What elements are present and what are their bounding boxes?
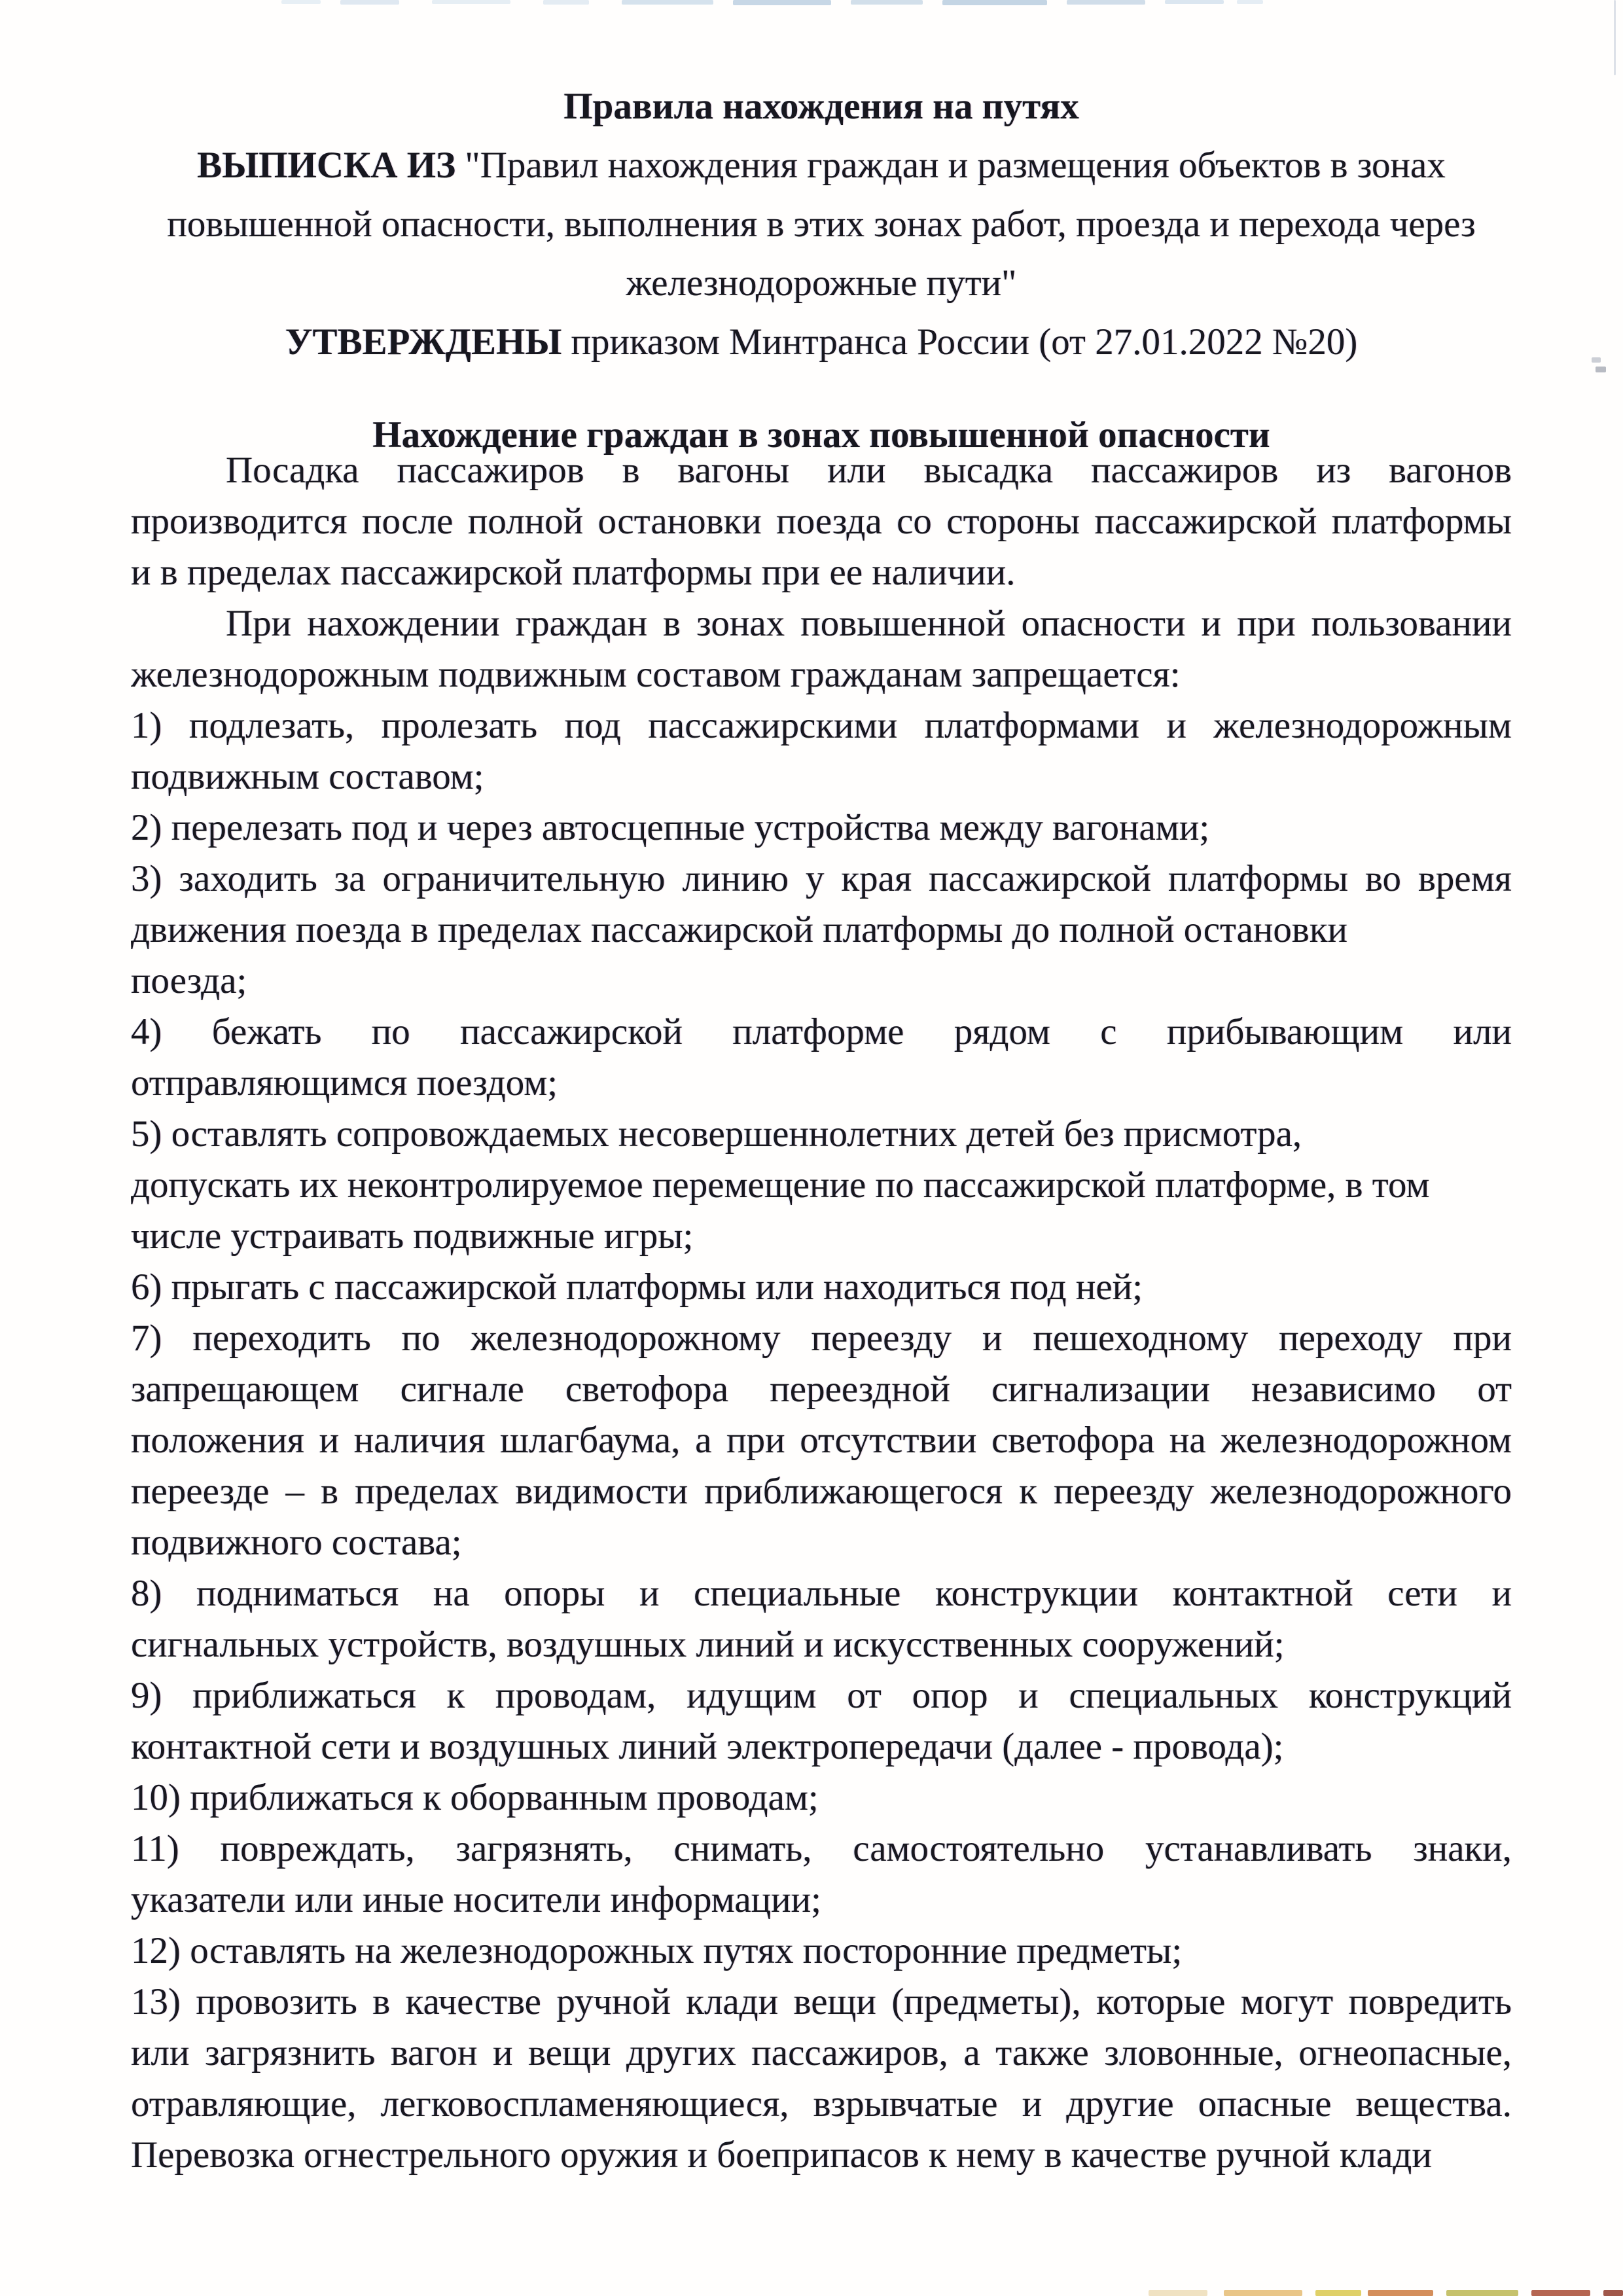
- body-line: переезде – в пределах видимости приближающегося к переезду железнодорожного: [131, 1471, 1512, 1512]
- body-line: 8) подниматься на опоры и специальные конструкции контактной сети и: [131, 1573, 1512, 1614]
- body-line: производится после полной остановки поезда со стороны пассажирской платформы: [131, 501, 1512, 542]
- bottom-edge-color-dash: [1603, 2290, 1623, 2296]
- header-text: приказом Минтранса России (от 27.01.2022 №20): [562, 321, 1358, 363]
- body-line: контактной сети и воздушных линий электропередачи (далее - провода);: [131, 1726, 1284, 1767]
- top-edge-scan-dash: [340, 0, 399, 5]
- body-line: числе устраивать подвижные игры;: [131, 1215, 694, 1257]
- body-line: 13) провозить в качестве ручной клади вещи (предметы), которые могут повредить: [131, 1981, 1512, 2022]
- top-edge-scan-dash: [1067, 0, 1145, 5]
- bottom-edge-color-dash: [1531, 2290, 1590, 2296]
- body-line: поезда;: [131, 960, 247, 1001]
- section-heading: Нахождение граждан в зонах повышенной опасности: [372, 414, 1270, 456]
- body-line: 2) перелезать под и через автосцепные устройства между вагонами;: [131, 807, 1210, 848]
- body-line: 11) повреждать, загрязнять, снимать, самостоятельно устанавливать знаки,: [131, 1828, 1512, 1869]
- body-line: 5) оставлять сопровождаемых несовершеннолетних детей без присмотра,: [131, 1113, 1302, 1155]
- right-edge-speck: [1596, 367, 1606, 372]
- body-line: подвижным составом;: [131, 756, 484, 797]
- body-line: подвижного состава;: [131, 1522, 462, 1563]
- body-line: 3) заходить за ограничительную линию у края пассажирской платформы во время: [131, 858, 1512, 899]
- header-line: [131, 195, 1512, 254]
- body-line: 10) приближаться к оборванным проводам;: [131, 1777, 819, 1818]
- header-bold-text: ВЫПИСКА ИЗ: [197, 145, 465, 186]
- body-line: железнодорожным подвижным составом гражданам запрещается:: [131, 654, 1181, 695]
- body-line: положения и наличия шлагбаума, а при отсутствии светофора на железнодорожном: [131, 1420, 1512, 1461]
- body-line: 7) переходить по железнодорожному переезду и пешеходному переходу при: [131, 1318, 1512, 1359]
- document-body: [131, 445, 1512, 2181]
- bottom-edge-color-dash: [1149, 2290, 1207, 2296]
- body-line: При нахождении граждан в зонах повышенной опасности и при пользовании: [226, 603, 1512, 644]
- top-edge-scan-dash: [733, 0, 831, 5]
- body-line: отравляющие, легковоспламеняющиеся, взрывчатые и другие опасные вещества.: [131, 2083, 1512, 2125]
- body-line: или загрязнить вагон и вещи других пассажиров, а также зловонные, огнеопасные,: [131, 2032, 1512, 2073]
- right-edge-line: [1614, 0, 1616, 75]
- body-line: отправляющимся поездом;: [131, 1062, 558, 1103]
- top-edge-scan-dash: [942, 0, 1047, 5]
- body-line: Перевозка огнестрельного оружия и боеприпасов к нему в качестве ручной клади: [131, 2134, 1432, 2176]
- bottom-edge-color-dash: [1224, 2290, 1302, 2296]
- body-line: сигнальных устройств, воздушных линий и искусственных сооружений;: [131, 1624, 1285, 1665]
- top-edge-scan-dash: [851, 0, 923, 5]
- body-line: Посадка пассажиров в вагоны или высадка пассажиров из вагонов: [226, 450, 1512, 491]
- header-text: железнодорожные пути": [626, 262, 1017, 304]
- header-bold-text: УТВЕРЖДЕНЫ: [285, 321, 562, 363]
- body-line: движения поезда в пределах пассажирской платформы до полной остановки: [131, 909, 1348, 950]
- right-edge-speck: [1592, 357, 1601, 363]
- body-line: 4) бежать по пассажирской платформе рядом с прибывающим или: [131, 1011, 1512, 1052]
- top-edge-scan-dash: [543, 0, 589, 5]
- body-line: 1) подлезать, пролезать под пассажирскими платформами и железнодорожным: [131, 705, 1512, 746]
- header-line: [131, 254, 1512, 313]
- body-line: указатели или иные носители информации;: [131, 1879, 821, 1920]
- body-line: 9) приближаться к проводам, идущим от опор и специальных конструкций: [131, 1675, 1512, 1716]
- body-line: допускать их неконтролируемое перемещение по пассажирской платформе, в том: [131, 1164, 1430, 1206]
- body-line: и в пределах пассажирской платформы при ее наличии.: [131, 552, 1016, 593]
- top-edge-scan-dash: [622, 0, 713, 5]
- body-line: запрещающем сигнале светофора переездной сигнализации независимо от: [131, 1369, 1512, 1410]
- top-edge-scan-dash: [1165, 0, 1224, 4]
- top-edge-scan-dash: [432, 0, 510, 4]
- header-line: [131, 136, 1512, 195]
- bottom-edge-color-dash: [1315, 2290, 1361, 2296]
- body-line: 12) оставлять на железнодорожных путях посторонние предметы;: [131, 1930, 1183, 1971]
- body-line: 6) прыгать с пассажирской платформы или находиться под ней;: [131, 1266, 1143, 1308]
- top-edge-scan-dash: [1237, 0, 1263, 4]
- header-line: [131, 313, 1512, 372]
- bottom-edge-color-dash: [1446, 2290, 1518, 2296]
- document-subheader: [131, 136, 1512, 372]
- header-text: повышенной опасности, выполнения в этих зонах работ, проезда и перехода через: [167, 204, 1476, 245]
- top-edge-scan-dash: [281, 0, 321, 4]
- document-title: Правила нахождения на путях: [563, 86, 1079, 127]
- header-text: "Правил нахождения граждан и размещения объектов в зонах: [465, 145, 1446, 186]
- bottom-edge-color-dash: [1368, 2290, 1433, 2296]
- document-header: [131, 77, 1512, 372]
